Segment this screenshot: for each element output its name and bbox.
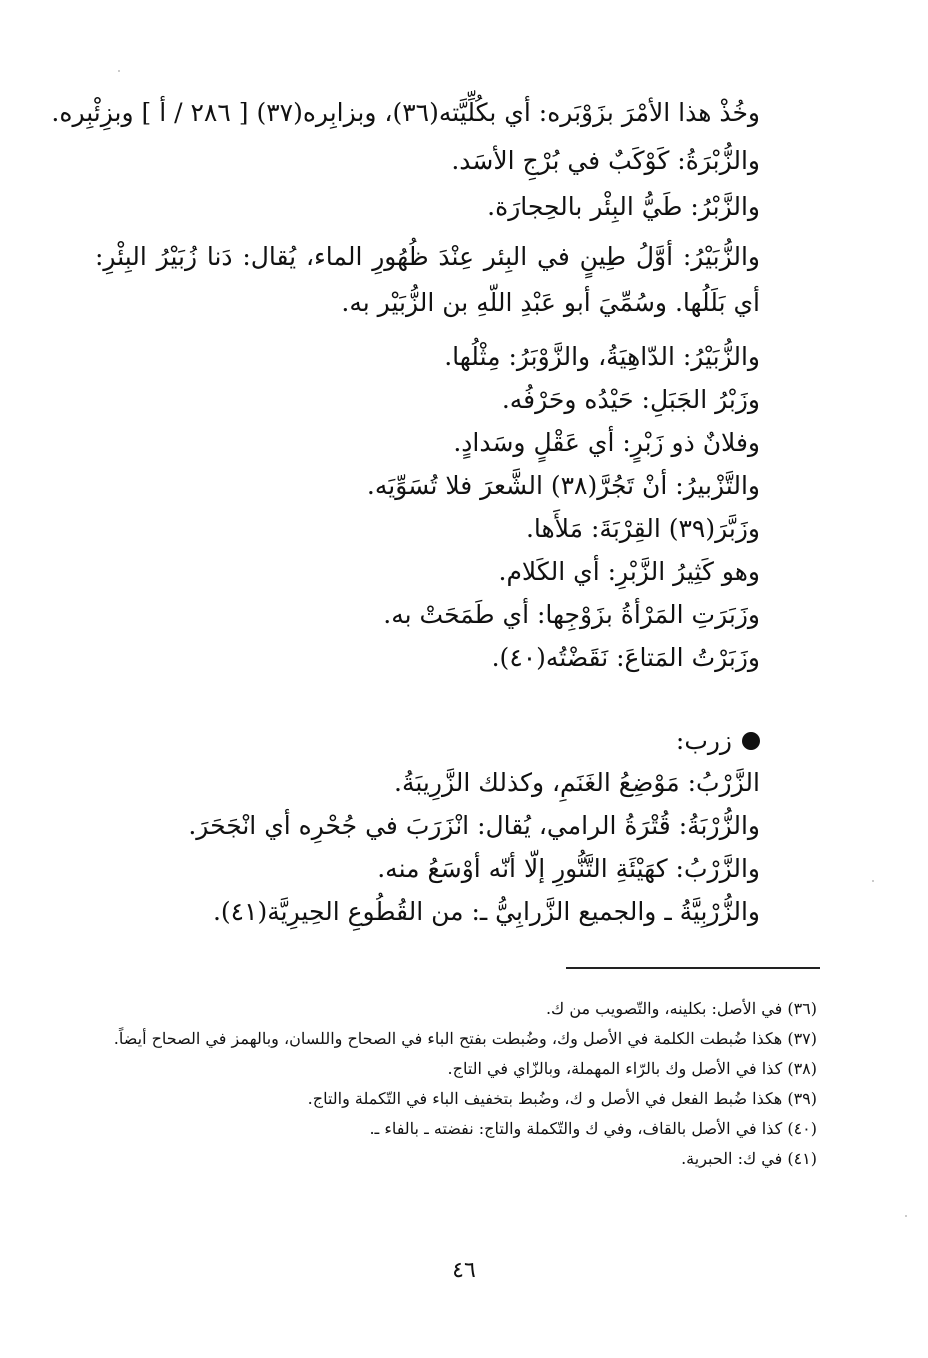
entry-line: وفلانٌ ذو زَبْرٍ: أي عَقْلٍ وسَدادٍ. bbox=[453, 428, 760, 457]
entry-line: والتَّزْبيرُ: أنْ تَجُرَّ(٣٨) الشَّعرَ فلا تُسَوِّيَه. bbox=[366, 471, 760, 500]
footnote-divider bbox=[566, 967, 820, 969]
entry-line: وخُذْ هذا الأمْرَ بزَوْبَره: أي بكُلِّيَّته(٣٦)، وبزابِره(٣٧) [ ٢٨٦ / أ ] وبزِئْبِره. bbox=[51, 98, 760, 127]
scan-speck bbox=[905, 1215, 907, 1217]
entry-line: وزَبَرَتِ المَرْأةُ بزَوْجِها: أي طَمَحَتْ به. bbox=[383, 600, 760, 629]
footnote: (٤١) في ك: الحبرية. bbox=[681, 1149, 817, 1168]
entries-zrb bbox=[95, 722, 760, 931]
footnote: (٣٨) كذا في الأصل وك بالرّاء المهملة، وبالزّاي في التاج. bbox=[447, 1059, 817, 1078]
footnote: (٣٧) هكذا ضُبطت الكلمة في الأصل وك، وضُبطت بفتح الباء في الصحاح واللسان، وبالهمز في الصحاح أيضاً. bbox=[113, 1029, 817, 1048]
entry-line: والزَّبْرُ: طَيُّ البِئْر بالحِجارَة. bbox=[487, 192, 760, 221]
footnote: (٣٦) في الأصل: بكلينه، والتّصويب من ك. bbox=[545, 999, 817, 1018]
entry-line: والزُّرْبَةُ: قُتْرَةُ الرامي، يُقال: انْزَرَبَ في جُحْرِه أي انْجَحَرَ. bbox=[188, 811, 760, 840]
page-number: ٤٦ bbox=[452, 1258, 476, 1283]
entry-line: والزُّرْبِيَّةُ ـ والجميع الزَّرابِيُّ ـ: من القُطُوعِ الحِيرِيَّة(٤١). bbox=[212, 897, 760, 926]
footnote: (٤٠) كذا في الأصل بالقاف، وفي ك والتّكملة والتاج: نفضته ـ بالفاء ـ. bbox=[369, 1119, 817, 1138]
entry-line: والزُّبْرَةُ: كَوْكَبٌ في بُرْجِ الأسَد. bbox=[451, 146, 760, 175]
entry-line: وزَبْرُ الجَبَلِ: حَيْدُه وحَرْفُه. bbox=[501, 385, 760, 414]
bullet-icon bbox=[742, 732, 760, 750]
section-heading-label: زرب: bbox=[675, 726, 732, 755]
entry-line: والزُّبَيْرُ: أوَّلُ طِينٍ في البِئر عِنْدَ ظُهُورِ الماء، يُقال: دَنا زُبَيْرُ البِئْرِ: أي بَلَلُها. وسُمِّيَ أبو عَبْدِ اللّهِ بن الزُّبَيْر به. bbox=[95, 242, 760, 317]
scan-speck bbox=[872, 880, 874, 882]
entry-line: وزَبَرْتُ المَتاعَ: نَقَضْتُه(٤٠). bbox=[491, 643, 760, 672]
section-heading bbox=[95, 722, 760, 760]
entry-line: والزُّبَيْرُ: الدّاهِيَةُ، والزَّوْبَرُ: مِثْلُها. bbox=[444, 342, 760, 371]
entry-line: وهو كَثِيرُ الزَّبْرِ: أي الكَلام. bbox=[498, 557, 760, 586]
footnotes bbox=[95, 994, 817, 1174]
scan-speck bbox=[118, 70, 120, 72]
entries-zbr bbox=[51, 94, 760, 677]
entry-line: الزَّرْبُ: مَوْضِعُ الغَنَمِ، وكذلك الزَّرِيبَةُ. bbox=[394, 768, 760, 797]
footnote: (٣٩) هكذا ضُبط الفعل في الأصل و ك، وضُبط بتخفيف الباء في التّكملة والتاج. bbox=[307, 1089, 817, 1108]
entry-line: وزَبَّرَ(٣٩) القِرْبَةَ: مَلأَها. bbox=[525, 514, 760, 543]
entry-line: والزَّرْبُ: كهَيْئَةِ التَّنُّورِ إلّا أنّه أوْسَعُ منه. bbox=[377, 854, 760, 883]
